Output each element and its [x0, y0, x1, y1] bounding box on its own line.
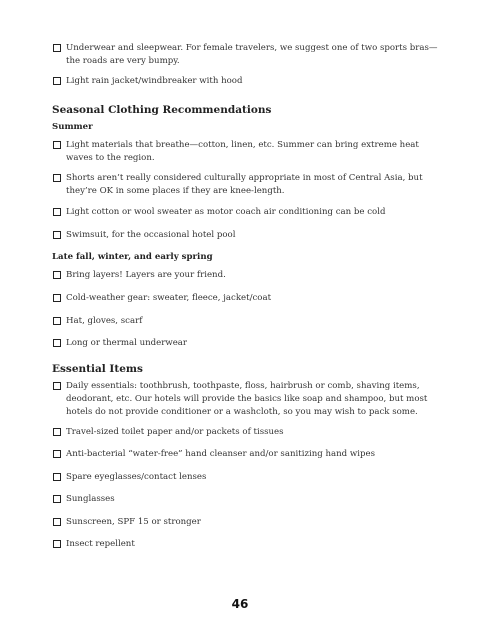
checkbox[interactable]: [53, 473, 61, 481]
checklist-item: [66, 42, 446, 68]
checklist-item: [66, 516, 446, 529]
item-text: Sunscreen, SPF 15 or stronger: [66, 517, 201, 527]
subheading-summer: Summer: [52, 122, 93, 132]
checkbox[interactable]: [53, 294, 61, 302]
checkbox[interactable]: [53, 231, 61, 239]
item-text: Spare eyeglasses/contact lenses: [66, 472, 207, 482]
checkbox[interactable]: [53, 339, 61, 347]
checklist-item: [66, 172, 446, 198]
checkbox[interactable]: [53, 317, 61, 325]
item-text: Light rain jacket/windbreaker with hood: [66, 76, 243, 86]
item-text: Light cotton or wool sweater as motor coach air conditioning can be cold: [66, 207, 386, 217]
checklist-item: [66, 538, 446, 551]
checkbox[interactable]: [53, 450, 61, 458]
checklist-item: [66, 337, 446, 350]
checklist-item: [66, 206, 446, 219]
checklist-item: [66, 75, 446, 88]
checkbox[interactable]: [53, 44, 61, 52]
item-text: Cold-weather gear: sweater, fleece, jacket/coat: [66, 293, 272, 303]
checkbox[interactable]: [53, 518, 61, 526]
checkbox[interactable]: [53, 141, 61, 149]
checklist-item: [66, 426, 446, 439]
checkbox[interactable]: [53, 271, 61, 279]
checklist-item: [66, 292, 446, 305]
checklist-item: [66, 269, 446, 282]
checkbox[interactable]: [53, 382, 61, 390]
item-text: Swimsuit, for the occasional hotel pool: [66, 230, 236, 240]
item-text: Travel-sized toilet paper and/or packets of tissues: [66, 427, 284, 437]
item-text: Sunglasses: [66, 494, 115, 504]
item-text: Anti-bacterial “water-free” hand cleanser and/or sanitizing hand wipes: [66, 449, 376, 459]
checkbox[interactable]: [53, 428, 61, 436]
checklist-item: [66, 493, 446, 506]
checkbox[interactable]: [53, 208, 61, 216]
item-text: Shorts aren’t really considered culturally appropriate in most of Central Asia, but they’re OK in some places if they are knee-length.: [66, 173, 423, 196]
item-text: Daily essentials: toothbrush, toothpaste, floss, hairbrush or comb, shaving items, deodorant, etc. Our hotels will provide the basics like soap and shampoo, but most hotels do not provide conditioner or a washcloth, so you may wish to pack some.: [66, 381, 428, 417]
checklist-item: [66, 448, 446, 461]
checkbox[interactable]: [53, 174, 61, 182]
checklist-item: [66, 471, 446, 484]
section-heading-essential: Essential Items: [52, 363, 143, 375]
checklist-item: [66, 380, 446, 419]
item-text: Hat, gloves, scarf: [66, 316, 143, 326]
checklist-item: [66, 315, 446, 328]
checkbox[interactable]: [53, 540, 61, 548]
item-text: Insect repellent: [66, 539, 135, 549]
item-text: Bring layers! Layers are your friend.: [66, 270, 226, 280]
item-text: Light materials that breathe—cotton, linen, etc. Summer can bring extreme heat waves to the region.: [66, 140, 419, 163]
checkbox[interactable]: [53, 77, 61, 85]
checkbox[interactable]: [53, 495, 61, 503]
checklist-item: [66, 139, 446, 165]
item-text: Underwear and sleepwear. For female travelers, we suggest one of two sports bras—the roads are very bumpy.: [66, 43, 438, 66]
item-text: Long or thermal underwear: [66, 338, 188, 348]
checklist-item: [66, 229, 446, 242]
page-number: 46: [231, 597, 249, 611]
section-heading-seasonal: Seasonal Clothing Recommendations: [52, 104, 272, 116]
subheading-late-fall: Late fall, winter, and early spring: [52, 252, 213, 262]
